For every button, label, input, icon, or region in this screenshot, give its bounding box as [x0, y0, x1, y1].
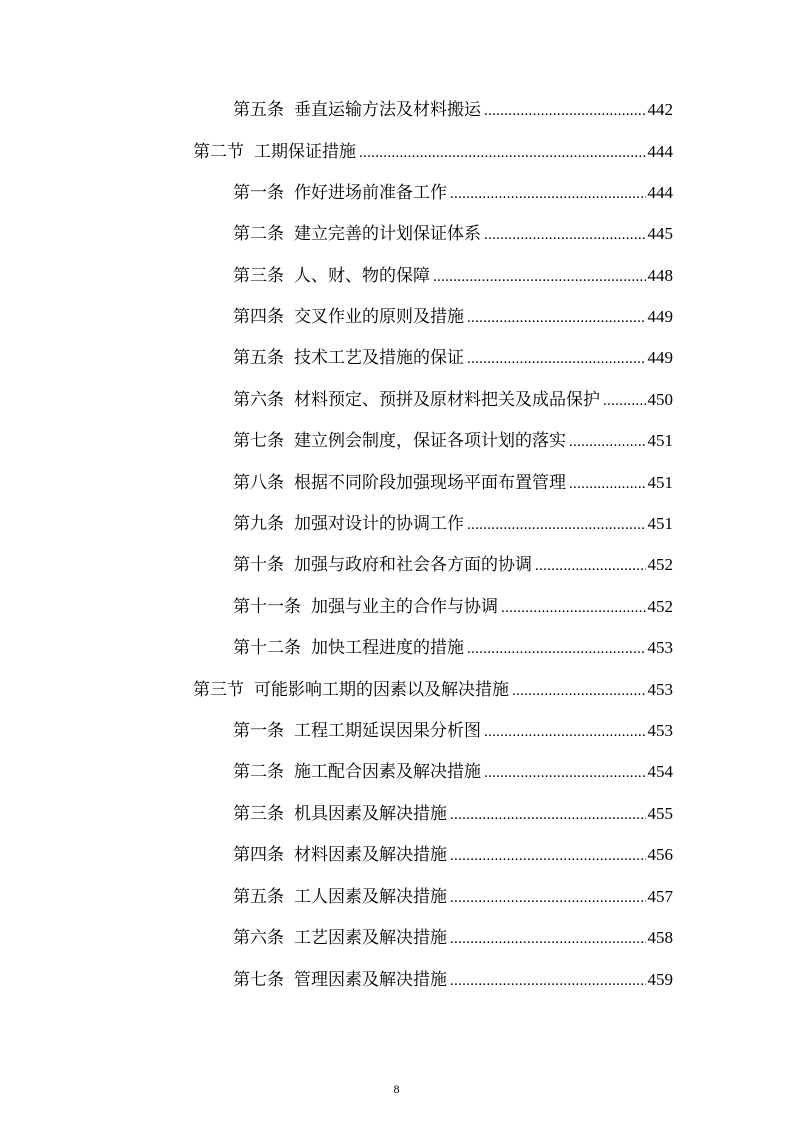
toc-entry-page: 448 [647, 266, 673, 285]
dot-leader [467, 345, 646, 373]
dot-leader [450, 842, 646, 870]
toc-entry-title: 可能影响工期的因素以及解决措施 [254, 680, 509, 700]
toc-entry-page: 445 [647, 224, 673, 243]
toc-entry[interactable] [233, 634, 673, 662]
toc-entry-page: 452 [647, 597, 673, 616]
toc-entry-page: 453 [647, 680, 673, 699]
toc-entry[interactable] [233, 758, 673, 786]
toc-entry-number: 第七条 [233, 431, 284, 451]
dot-leader [484, 759, 646, 787]
toc-entry-page: 444 [647, 142, 673, 161]
toc-entry[interactable] [233, 966, 673, 994]
dot-leader [535, 552, 646, 580]
toc-entry-number: 第四条 [233, 845, 284, 865]
toc-entry-number: 第一条 [233, 721, 284, 741]
toc-entry-page: 458 [647, 928, 673, 947]
toc-entry-number: 第二条 [233, 224, 284, 244]
toc-entry-page: 449 [647, 348, 673, 367]
toc-entry-page: 452 [647, 555, 673, 574]
dot-leader [484, 221, 646, 249]
toc-entry-title: 垂直运输方法及材料搬运 [294, 100, 481, 120]
toc-entry-number: 第六条 [233, 390, 284, 410]
dot-leader [569, 470, 646, 498]
toc-entry-title: 加强与业主的合作与协调 [311, 597, 498, 617]
dot-leader [569, 428, 646, 456]
dot-leader [512, 677, 646, 705]
toc-entry[interactable] [233, 262, 673, 290]
toc-entry-page: 455 [647, 804, 673, 823]
toc-entry[interactable] [233, 220, 673, 248]
toc-entry-page: 453 [647, 638, 673, 657]
dot-leader [603, 387, 646, 415]
toc-entry-title: 工程工期延误因果分析图 [294, 721, 481, 741]
toc-entry-page: 453 [647, 721, 673, 740]
toc-entry-title: 加强与政府和社会各方面的协调 [294, 555, 532, 575]
toc-entry[interactable] [233, 427, 673, 455]
toc-entry[interactable] [233, 593, 673, 621]
toc-entry-number: 第三条 [233, 804, 284, 824]
toc-entry[interactable] [233, 717, 673, 745]
toc-entry-page: 459 [647, 970, 673, 989]
toc-entry[interactable] [233, 510, 673, 538]
page-number: 8 [393, 1082, 400, 1096]
toc-entry-title: 管理因素及解决措施 [294, 970, 447, 990]
dot-leader [467, 304, 646, 332]
dot-leader [484, 718, 646, 746]
toc-entry-number: 第十一条 [233, 597, 301, 617]
toc-entry[interactable] [233, 924, 673, 952]
toc-entry-title: 施工配合因素及解决措施 [294, 762, 481, 782]
dot-leader [467, 511, 646, 539]
toc-entry-page: 449 [647, 307, 673, 326]
toc-entry-page: 451 [647, 514, 673, 533]
toc-entry[interactable] [233, 883, 673, 911]
toc-entry-number: 第十二条 [233, 638, 301, 658]
toc-entry[interactable] [233, 386, 673, 414]
toc-entry[interactable] [233, 551, 673, 579]
toc-entry-page: 451 [647, 473, 673, 492]
toc-entry-number: 第六条 [233, 928, 284, 948]
toc-entry-number: 第二条 [233, 762, 284, 782]
toc-entry[interactable] [233, 96, 673, 124]
toc-entry-page: 451 [647, 431, 673, 450]
toc-entry-number: 第四条 [233, 307, 284, 327]
toc-entry-title: 工人因素及解决措施 [294, 887, 447, 907]
toc-entry-number: 第一条 [233, 183, 284, 203]
dot-leader [484, 97, 646, 125]
toc-entry-title: 交叉作业的原则及措施 [294, 307, 464, 327]
toc-entry-title: 根据不同阶段加强现场平面布置管理 [294, 473, 566, 493]
toc-entry-page: 444 [647, 183, 673, 202]
toc-entry-page: 456 [647, 845, 673, 864]
toc-entry-number: 第五条 [233, 887, 284, 907]
toc-entry-number: 第三条 [233, 266, 284, 286]
toc-entry[interactable] [233, 841, 673, 869]
toc-section-entry[interactable] [193, 676, 673, 704]
toc-entry-number: 第七条 [233, 970, 284, 990]
toc-entry[interactable] [233, 344, 673, 372]
toc-entry[interactable] [233, 303, 673, 331]
dot-leader [433, 263, 646, 291]
toc-entry-number: 第五条 [233, 348, 284, 368]
toc-entry-title: 技术工艺及措施的保证 [294, 348, 464, 368]
toc-entry-title: 作好进场前准备工作 [294, 183, 447, 203]
toc-entry-title: 工艺因素及解决措施 [294, 928, 447, 948]
toc-entry-number: 第三节 [193, 680, 244, 700]
dot-leader [450, 884, 646, 912]
toc-entry-number: 第十条 [233, 555, 284, 575]
toc-section-entry[interactable] [193, 138, 673, 166]
dot-leader [501, 594, 646, 622]
dot-leader [467, 635, 646, 663]
toc-entry-title: 工期保证措施 [254, 142, 356, 162]
toc-entry[interactable] [233, 800, 673, 828]
dot-leader [450, 180, 646, 208]
dot-leader [450, 801, 646, 829]
toc-entry[interactable] [233, 469, 673, 497]
toc-entry-page: 457 [647, 887, 673, 906]
dot-leader [450, 925, 646, 953]
toc-entry-title: 加快工程进度的措施 [311, 638, 464, 658]
toc-entry-number: 第二节 [193, 142, 244, 162]
toc-entry-number: 第九条 [233, 514, 284, 534]
toc-entry-title: 材料因素及解决措施 [294, 845, 447, 865]
toc-entry-page: 450 [647, 390, 673, 409]
toc-entry-title: 机具因素及解决措施 [294, 804, 447, 824]
toc-entry-title: 材料预定、预拼及原材料把关及成品保护 [294, 390, 600, 410]
dot-leader [359, 139, 646, 167]
toc-entry[interactable] [233, 179, 673, 207]
toc-entry-page: 454 [647, 762, 673, 781]
toc-entry-title: 建立例会制度，保证各项计划的落实 [294, 431, 566, 451]
toc-entry-number: 第五条 [233, 100, 284, 120]
toc-entry-title: 建立完善的计划保证体系 [294, 224, 481, 244]
toc-entry-number: 第八条 [233, 473, 284, 493]
dot-leader [450, 967, 646, 995]
toc-entry-title: 加强对设计的协调工作 [294, 514, 464, 534]
toc-entry-title: 人、财、物的保障 [294, 266, 430, 286]
toc-entry-page: 442 [647, 100, 673, 119]
